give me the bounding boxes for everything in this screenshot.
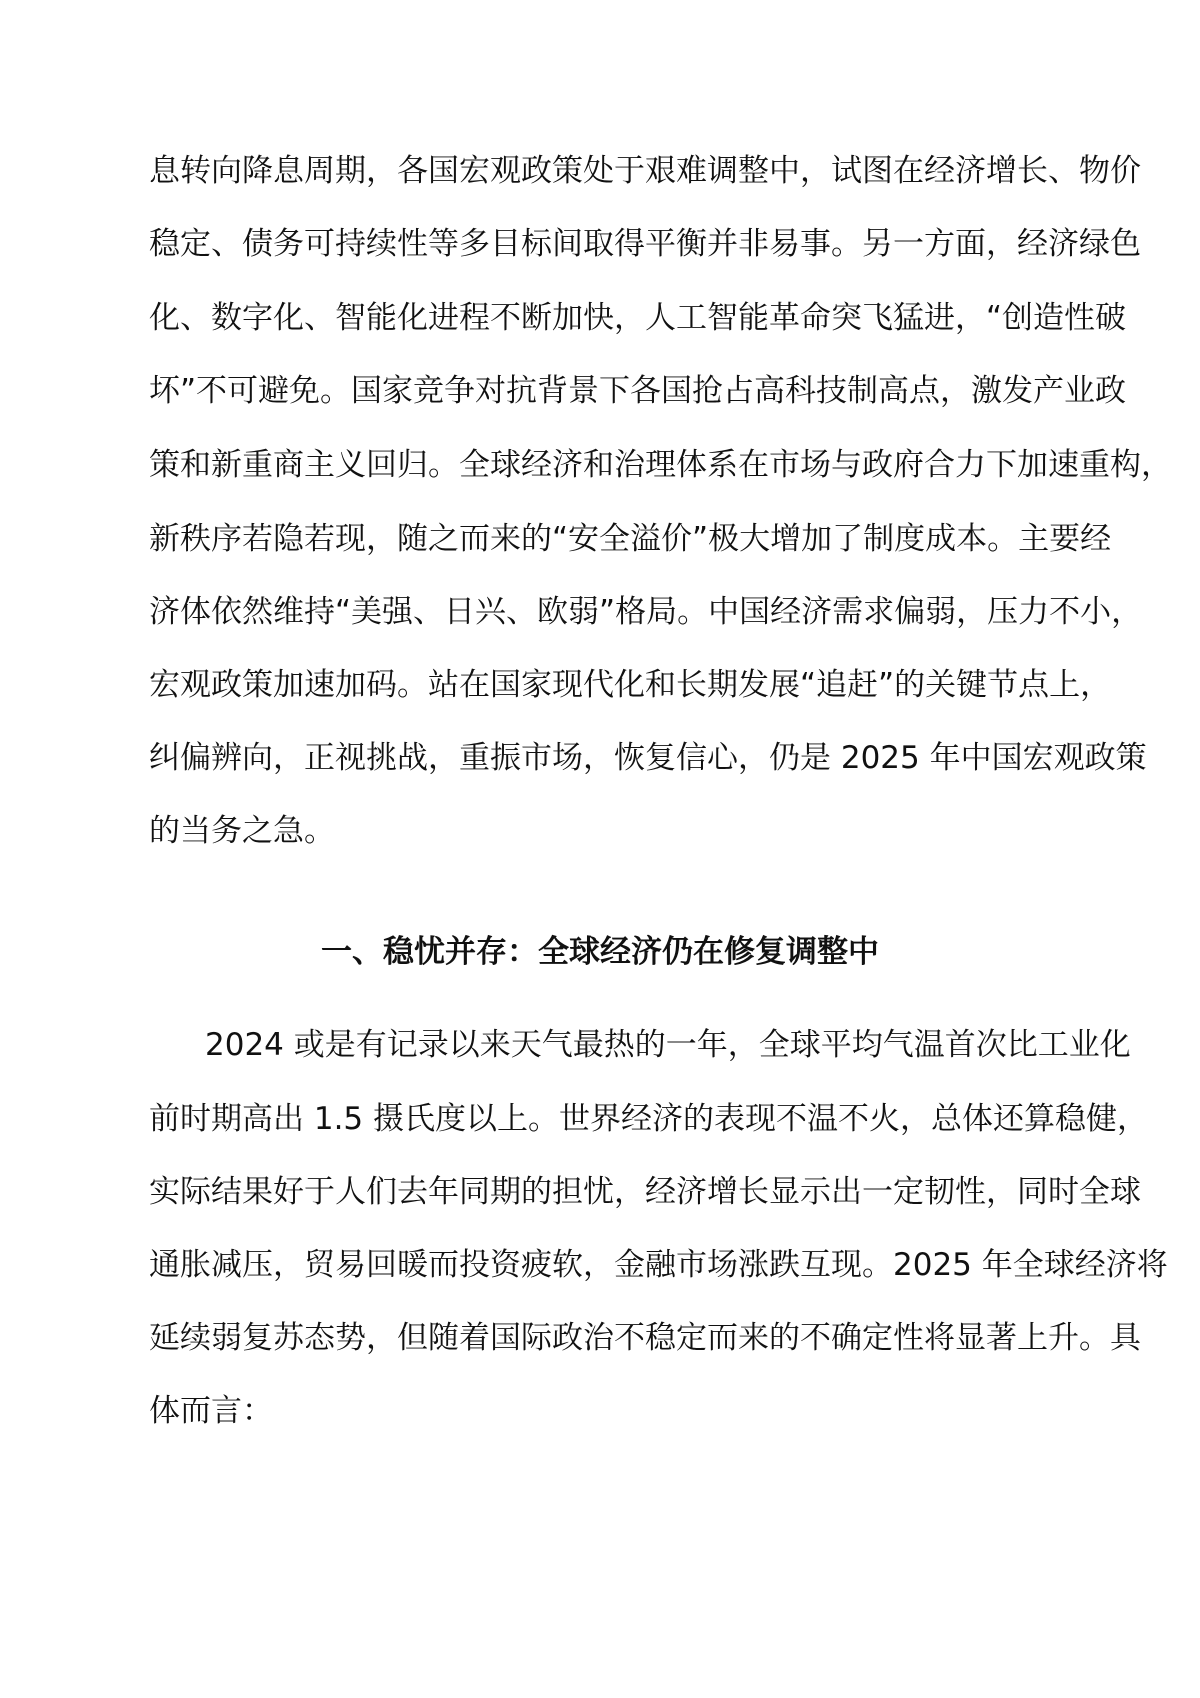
section-heading: 一、稳忧并存：全球经济仍在修复调整中 bbox=[321, 934, 879, 970]
text-line: 宏观政策加速加码。站在国家现代化和长期发展“追赶”的关键节点上， bbox=[149, 667, 1112, 703]
text-line: 延续弱复苏态势，但随着国际政治不稳定而来的不确定性将显著上升。具 bbox=[149, 1320, 1141, 1356]
text-line: 息转向降息周期，各国宏观政策处于艰难调整中，试图在经济增长、物价 bbox=[149, 153, 1141, 189]
text-line: 实际结果好于人们去年同期的担忧，经济增长显示出一定韧性，同时全球 bbox=[149, 1174, 1141, 1210]
text-line: 化、数字化、智能化进程不断加快，人工智能革命突飞猛进，“创造性破 bbox=[149, 300, 1127, 336]
text-line: 纠偏辨向，正视挑战，重振市场，恢复信心，仍是 2025 年中国宏观政策 bbox=[149, 740, 1147, 776]
text-line: 前时期高出 1.5 摄氏度以上。世界经济的表现不温不火，总体还算稳健， bbox=[149, 1101, 1149, 1137]
text-line: 稳定、债务可持续性等多目标间取得平衡并非易事。另一方面，经济绿色 bbox=[149, 226, 1141, 262]
text-line: 新秩序若隐若现，随之而来的“安全溢价”极大增加了制度成本。主要经 bbox=[149, 521, 1112, 557]
text-line: 济体依然维持“美强、日兴、欧弱”格局。中国经济需求偏弱，压力不小， bbox=[149, 594, 1143, 630]
text-line: 通胀减压，贸易回暖而投资疲软，金融市场涨跌互现。2025 年全球经济将 bbox=[149, 1247, 1168, 1283]
text-line: 策和新重商主义回归。全球经济和治理体系在市场与政府合力下加速重构， bbox=[149, 447, 1172, 483]
text-line: 体而言： bbox=[149, 1393, 273, 1429]
text-line: 2024 或是有记录以来天气最热的一年，全球平均气温首次比工业化 bbox=[205, 1027, 1131, 1063]
text-line: 坏”不可避免。国家竞争对抗背景下各国抢占高科技制高点，激发产业政 bbox=[149, 373, 1127, 409]
text-line: 的当务之急。 bbox=[149, 813, 335, 849]
